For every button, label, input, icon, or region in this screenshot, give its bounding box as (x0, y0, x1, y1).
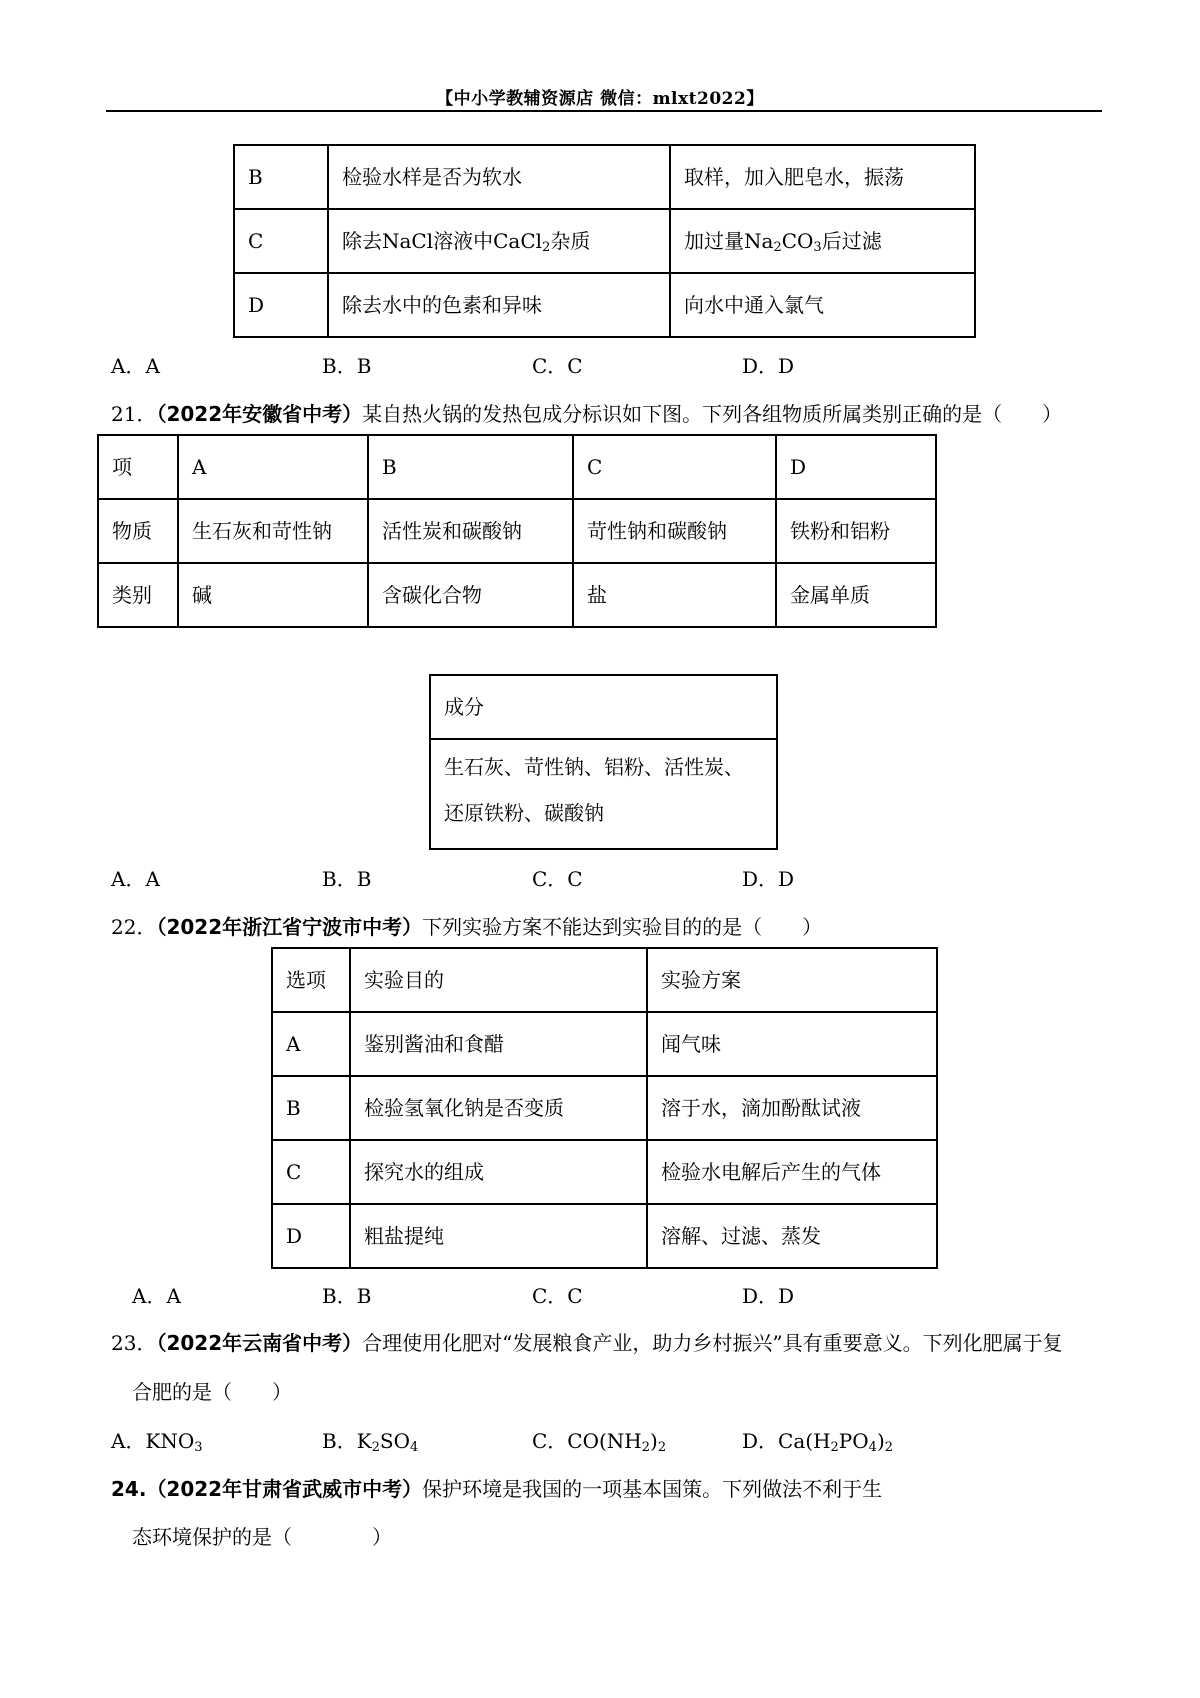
table-cell: D (272, 1204, 350, 1268)
question-number: 22． (111, 915, 157, 939)
question-21 (111, 398, 1062, 427)
table-cell: 盐 (573, 563, 776, 627)
option-a: A．A (111, 867, 160, 891)
table-cell: 物质 (98, 499, 178, 563)
table-cell: 粗盐提纯 (350, 1204, 647, 1268)
option-c: C．C (532, 867, 583, 891)
question-number: 24. (111, 1477, 147, 1501)
table-row (234, 209, 975, 273)
question-source: （2022年云南省中考） (156, 1331, 363, 1355)
table-cell: 除去水中的色素和异味 (328, 273, 670, 337)
question-24-stem-line-2: 态环境保护的是（ ） (132, 1525, 392, 1549)
table-cell: 溶于水，滴加酚酞试液 (647, 1076, 937, 1140)
table-cell: C (234, 209, 328, 273)
table-row (98, 499, 936, 563)
question-stem-line-1: 保护环境是我国的一项基本国策。下列做法不利于生 (422, 1477, 883, 1501)
table-cell: 鉴别酱油和食醋 (350, 1012, 647, 1076)
table-cell: D (776, 435, 936, 499)
option-c: C．$CO(NH_2)_2$ (532, 1429, 667, 1455)
option-a: A．$KNO_3$ (111, 1429, 203, 1455)
table-cell: C (573, 435, 776, 499)
table-cell: C (272, 1140, 350, 1204)
table-row (234, 273, 975, 337)
table-cell: 活性炭和碳酸钠 (368, 499, 573, 563)
table-cell: 生石灰和苛性钠 (178, 499, 368, 563)
question-stem-line-1: 合理使用化肥对“发展粮食产业，助力乡村振兴”具有重要意义。下列化肥属于复 (362, 1331, 1063, 1355)
table-row (98, 435, 936, 499)
option-d: D．D (742, 1284, 795, 1308)
table-cell: B (368, 435, 573, 499)
table-cell: 除去NaCl溶液中CaCl$_2$杂质 (328, 209, 670, 273)
option-a: A．A (132, 1284, 181, 1308)
table-cell: 金属单质 (776, 563, 936, 627)
option-d: D．D (742, 867, 795, 891)
question-source: （2022年甘肃省武威市中考） (146, 1477, 423, 1501)
table-cell: 含碳化合物 (368, 563, 573, 627)
question-24 (111, 1473, 882, 1502)
table-row (430, 739, 777, 849)
table-cell: 取样，加入肥皂水，振荡 (670, 145, 975, 209)
table-cell: 类别 (98, 563, 178, 627)
table-cell: 向水中通入氯气 (670, 273, 975, 337)
table-cell: 检验水电解后产生的气体 (647, 1140, 937, 1204)
question-source: （2022年安徽省中考） (156, 402, 363, 426)
table-row (272, 948, 937, 1012)
ingredients-line-1: 生石灰、苛性钠、铝粉、活性炭、 (444, 755, 744, 779)
table-row (98, 563, 936, 627)
table-row (272, 1076, 937, 1140)
option-d: D．$Ca(H_2PO_4)_2$ (742, 1429, 894, 1455)
table-cell: 项 (98, 435, 178, 499)
table-cell: A (178, 435, 368, 499)
page-header: 【中小学教辅资源店 微信：mlxt2022】 (436, 89, 764, 109)
header-rule (106, 110, 1102, 112)
option-c: C．C (532, 1284, 583, 1308)
option-d: D．D (742, 354, 795, 378)
question-23-stem-line-2: 合肥的是（ ） (132, 1380, 292, 1404)
table-cell: A (272, 1012, 350, 1076)
table-cell: 选项 (272, 948, 350, 1012)
table-cell: 实验方案 (647, 948, 937, 1012)
option-b: B．B (322, 1284, 372, 1308)
table-q22 (271, 947, 938, 1269)
table-cell: 溶解、过滤、蒸发 (647, 1204, 937, 1268)
table-cell: 铁粉和铝粉 (776, 499, 936, 563)
table-cell: 碱 (178, 563, 368, 627)
table-row (272, 1140, 937, 1204)
ingredients-line-2: 还原铁粉、碳酸钠 (444, 801, 604, 825)
table-cell: 检验氢氧化钠是否变质 (350, 1076, 647, 1140)
table-q21 (97, 434, 937, 628)
table-row (272, 1012, 937, 1076)
table-cell: 加过量$Na_2CO_3$后过滤 (670, 209, 975, 273)
table-cell: B (272, 1076, 350, 1140)
question-number: 23． (111, 1331, 157, 1355)
option-b: B．B (322, 867, 372, 891)
table-cell: 闻气味 (647, 1012, 937, 1076)
option-b: B．$K_2SO_4$ (322, 1429, 419, 1455)
table-row (430, 675, 777, 739)
question-23 (111, 1327, 1063, 1356)
table-row (234, 145, 975, 209)
question-stem: 某自热火锅的发热包成分标识如下图。下列各组物质所属类别正确的是（ ） (362, 402, 1063, 426)
question-number: 21． (111, 402, 157, 426)
table-cell: 检验水样是否为软水 (328, 145, 670, 209)
ingredients-table (429, 674, 778, 850)
table-cell: 实验目的 (350, 948, 647, 1012)
question-source: （2022年浙江省宁波市中考） (156, 915, 423, 939)
table-q20-continued (233, 144, 976, 338)
ingredients-header: 成分 (430, 675, 777, 739)
table-row (272, 1204, 937, 1268)
table-cell: 探究水的组成 (350, 1140, 647, 1204)
option-a: A．A (111, 354, 160, 378)
table-cell: 苛性钠和碳酸钠 (573, 499, 776, 563)
table-cell: B (234, 145, 328, 209)
question-22 (111, 911, 822, 940)
ingredients-list (430, 739, 777, 849)
option-c: C．C (532, 354, 583, 378)
option-b: B．B (322, 354, 372, 378)
table-cell: D (234, 273, 328, 337)
question-stem: 下列实验方案不能达到实验目的的是（ ） (422, 915, 823, 939)
